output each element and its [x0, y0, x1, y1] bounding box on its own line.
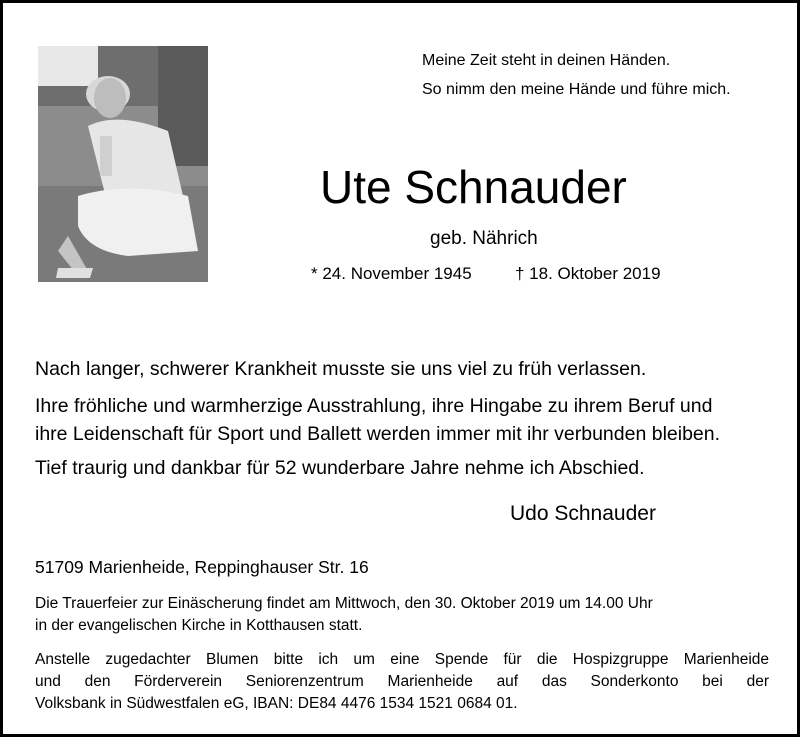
deceased-name: Ute Schnauder	[320, 161, 627, 213]
birth-date: * 24. November 1945	[311, 264, 472, 283]
donation-info	[35, 649, 769, 715]
paragraph-farewell: Tief traurig und dankbar für 52 wunderbare Jahre nehme ich Abschied.	[35, 457, 645, 479]
bible-quote	[422, 46, 731, 104]
paragraph-tribute	[35, 392, 720, 448]
maiden-name: geb. Nährich	[430, 228, 538, 249]
paragraph-illness: Nach langer, schwerer Krankheit musste sie uns viel zu früh verlassen.	[35, 358, 647, 380]
quote-line-1: Meine Zeit steht in deinen Händen.	[422, 52, 671, 69]
donation-line-2: und den Förderverein Seniorenzentrum Marienheide auf das Sonderkonto bei der	[35, 673, 769, 690]
signature: Udo Schnauder	[510, 502, 656, 525]
ceremony-info	[35, 593, 769, 637]
donation-line-1: Anstelle zugedachter Blumen bitte ich um eine Spende für die Hospizgruppe Marienheide	[35, 651, 769, 668]
death-date: † 18. Oktober 2019	[515, 264, 661, 283]
tribute-line-1: Ihre fröhliche und warmherzige Ausstrahlung, ihre Hingabe zu ihrem Beruf und	[35, 395, 713, 417]
donation-line-3: Volksbank in Südwestfalen eG, IBAN: DE84 4476 1534 1521 0684 01.	[35, 695, 518, 712]
portrait-photo	[38, 46, 208, 282]
address: 51709 Marienheide, Reppinghauser Str. 16	[35, 557, 369, 577]
ceremony-line-2: in der evangelischen Kirche in Kotthausen statt.	[35, 617, 363, 634]
quote-line-2: So nimm den meine Hände und führe mich.	[422, 81, 731, 98]
tribute-line-2: ihre Leidenschaft für Sport und Ballett werden immer mit ihr verbunden bleiben.	[35, 423, 721, 445]
ceremony-line-1: Die Trauerfeier zur Einäscherung findet am Mittwoch, den 30. Oktober 2019 um 14.00 Uhr	[35, 595, 653, 612]
